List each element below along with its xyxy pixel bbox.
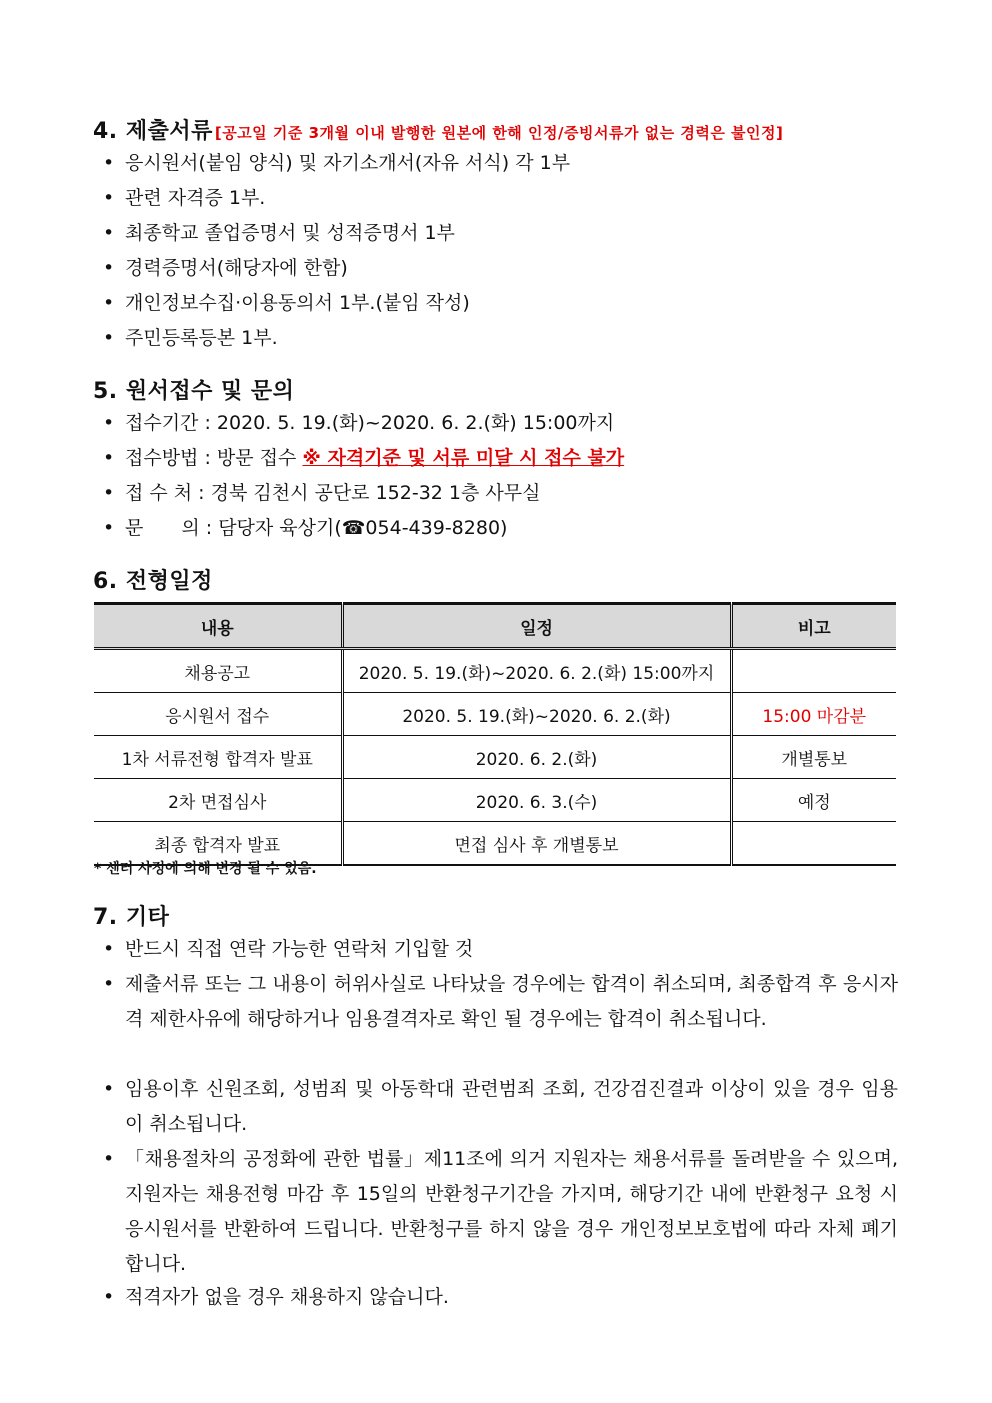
table-row: 응시원서 접수 2020. 5. 19.(화)~2020. 6. 2.(화) 15:00 마감분 xyxy=(94,693,896,736)
header-schedule: 일정 xyxy=(342,604,731,649)
section-7-title: 7. 기타 xyxy=(93,905,170,930)
list-item: • 「채용절차의 공정화에 관한 법률」제11조에 의거 지원자는 채용서류를 돌려받을 수 있으며, 지원자는 채용전형 마감 후 15일의 반환청구기간을 가지며, 해당기간 내에 반환청구 요청 시 응시원서를 반환하여 드립니다. 반환청구를 하지 않을 경우 개인정보보호법에 따라 자체 폐기합니다. xyxy=(103,1148,898,1275)
table-note: * 센터 사정에 의해 변경 될 수 있음. xyxy=(94,861,317,877)
list-item: • 반드시 직접 연락 가능한 연락처 기입할 것 xyxy=(103,938,474,960)
table-row: 최종 합격자 발표 면접 심사 후 개별통보 xyxy=(94,822,896,866)
section-4-heading xyxy=(93,114,783,145)
list-item-method: • 접수방법 : 방문 접수 ※ 자격기준 및 서류 미달 시 접수 불가 xyxy=(103,447,625,469)
list-item: • 최종학교 졸업증명서 및 성적증명서 1부 xyxy=(103,222,455,244)
section-4-note: [공고일 기준 3개월 이내 발행한 원본에 한해 인정/증빙서류가 없는 경력은 불인정] xyxy=(214,124,784,142)
list-item: • 임용이후 신원조회, 성범죄 및 아동학대 관련범죄 조회, 건강검진결과 이상이 있을 경우 임용이 취소됩니다. xyxy=(103,1078,898,1135)
list-item: • 주민등록등본 1부. xyxy=(103,327,278,349)
list-item: • 경력증명서(해당자에 한함) xyxy=(103,257,348,279)
method-warning: ※ 자격기준 및 서류 미달 시 접수 불가 xyxy=(302,447,625,469)
list-item: • 개인정보수집·이용동의서 1부.(붙임 작성) xyxy=(103,292,470,314)
list-item: • 응시원서(붙임 양식) 및 자기소개서(자유 서식) 각 1부 xyxy=(103,152,571,174)
list-item-contact: • 문 의 : 담당자 육상기(☎054-439-8280) xyxy=(103,517,508,539)
list-item: • 관련 자격증 1부. xyxy=(103,187,266,209)
schedule-table xyxy=(94,602,896,866)
table-row: 2차 면접심사 2020. 6. 3.(수) 예정 xyxy=(94,779,896,822)
table-row: 1차 서류전형 합격자 발표 2020. 6. 2.(화) 개별통보 xyxy=(94,736,896,779)
list-item: • 적격자가 없을 경우 채용하지 않습니다. xyxy=(103,1286,449,1308)
list-item: • 제출서류 또는 그 내용이 허위사실로 나타났을 경우에는 합격이 취소되며, 최종합격 후 응시자격 제한사유에 해당하거나 임용결격자로 확인 될 경우에는 합격이 취소됩니다. xyxy=(103,973,898,1030)
section-5-title: 5. 원서접수 및 문의 xyxy=(93,379,295,404)
list-item-period: • 접수기간 : 2020. 5. 19.(화)~2020. 6. 2.(화) 15:00까지 xyxy=(103,412,615,434)
section-4-title: 4. 제출서류 xyxy=(93,119,213,144)
header-content: 내용 xyxy=(94,604,342,649)
list-item-place: • 접 수 처 : 경북 김천시 공단로 152-32 1층 사무실 xyxy=(103,482,541,504)
section-6-title: 6. 전형일정 xyxy=(93,569,213,594)
table-row: 채용공고 2020. 5. 19.(화)~2020. 6. 2.(화) 15:00까지 xyxy=(94,649,896,693)
table-header-row xyxy=(94,604,896,649)
header-remarks: 비고 xyxy=(731,604,896,649)
